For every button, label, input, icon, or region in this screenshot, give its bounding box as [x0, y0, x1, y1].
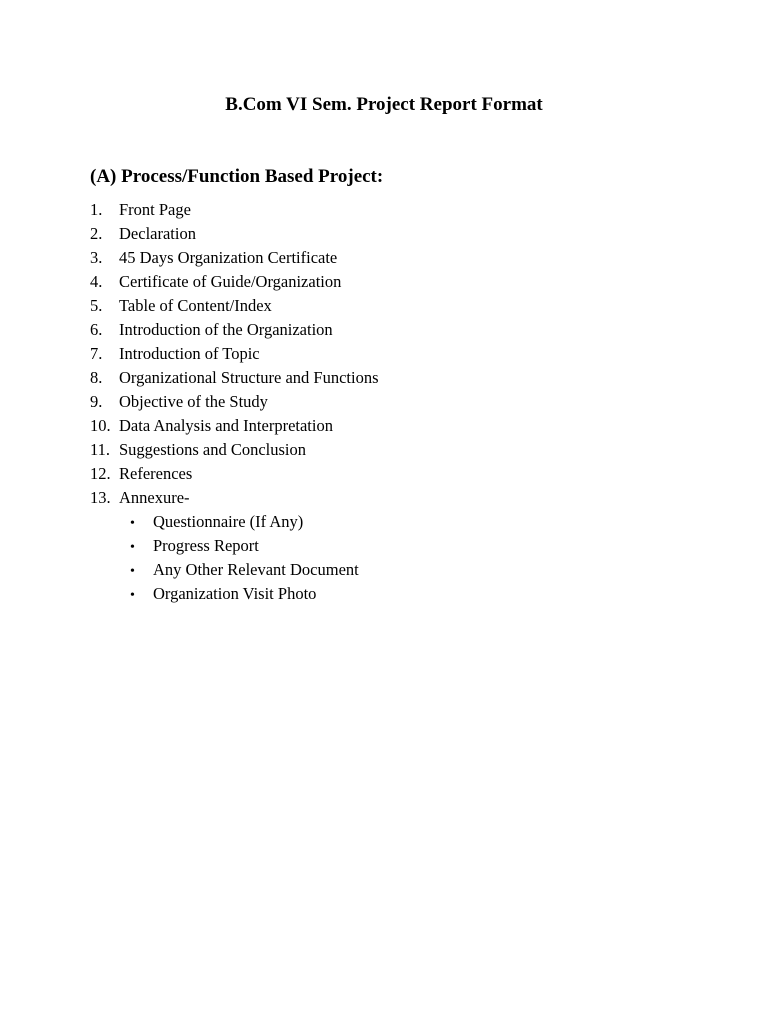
list-item-number: 1. [90, 200, 103, 219]
list-item [90, 198, 379, 222]
list-item-number: 4. [90, 272, 103, 291]
list-item-text: Suggestions and Conclusion [119, 440, 307, 459]
list-item-text: Introduction of the Organization [119, 320, 333, 339]
section-heading: (A) Process/Function Based Project: [90, 166, 384, 187]
list-item [90, 462, 379, 486]
list-item-number: 6. [90, 320, 103, 339]
list-item-number: 11. [90, 440, 111, 459]
list-item-text: Declaration [119, 224, 196, 243]
list-item [90, 390, 379, 414]
report-format-list [90, 198, 379, 603]
list-item-number: 5. [90, 296, 103, 315]
sublist-item [130, 534, 359, 558]
sublist-item-text: Progress Report [153, 536, 259, 555]
list-item-number: 3. [90, 248, 103, 267]
sublist-item [130, 582, 359, 606]
list-item-number: 10. [90, 416, 111, 435]
list-item [90, 222, 379, 246]
list-item [90, 246, 379, 270]
list-item [90, 366, 379, 390]
list-item-annexure [90, 486, 379, 603]
list-item-text: Objective of the Study [119, 392, 268, 411]
list-item-number: 2. [90, 224, 103, 243]
list-item-text: Data Analysis and Interpretation [119, 416, 333, 435]
list-item [90, 318, 379, 342]
list-item-number: 7. [90, 344, 103, 363]
list-item-number: 9. [90, 392, 103, 411]
document-title: B.Com VI Sem. Project Report Format [225, 94, 543, 115]
list-item-text: Table of Content/Index [119, 296, 272, 315]
sublist-item [130, 510, 359, 534]
list-item-text: References [119, 464, 193, 483]
sublist-item-text: Questionnaire (If Any) [153, 512, 304, 531]
list-item-text: Front Page [119, 200, 191, 219]
list-item [90, 270, 379, 294]
list-item-text: Introduction of Topic [119, 344, 260, 363]
sublist-item-text: Any Other Relevant Document [153, 560, 359, 579]
bullet-icon: • [130, 540, 135, 555]
annexure-sublist [130, 510, 359, 606]
list-item [90, 294, 379, 318]
bullet-icon: • [130, 588, 135, 603]
bullet-icon: • [130, 564, 135, 579]
list-item [90, 414, 379, 438]
sublist-item-text: Organization Visit Photo [153, 584, 317, 603]
list-item [90, 342, 379, 366]
list-item-number: 8. [90, 368, 103, 387]
list-item-number: 13. [90, 488, 111, 507]
sublist-item [130, 558, 359, 582]
list-item-text: Certificate of Guide/Organization [119, 272, 342, 291]
bullet-icon: • [130, 516, 135, 531]
list-item-text: Organizational Structure and Functions [119, 368, 379, 387]
list-item-text: Annexure- [119, 488, 190, 507]
list-item-text: 45 Days Organization Certificate [119, 248, 338, 267]
list-item [90, 438, 379, 462]
list-item-number: 12. [90, 464, 111, 483]
